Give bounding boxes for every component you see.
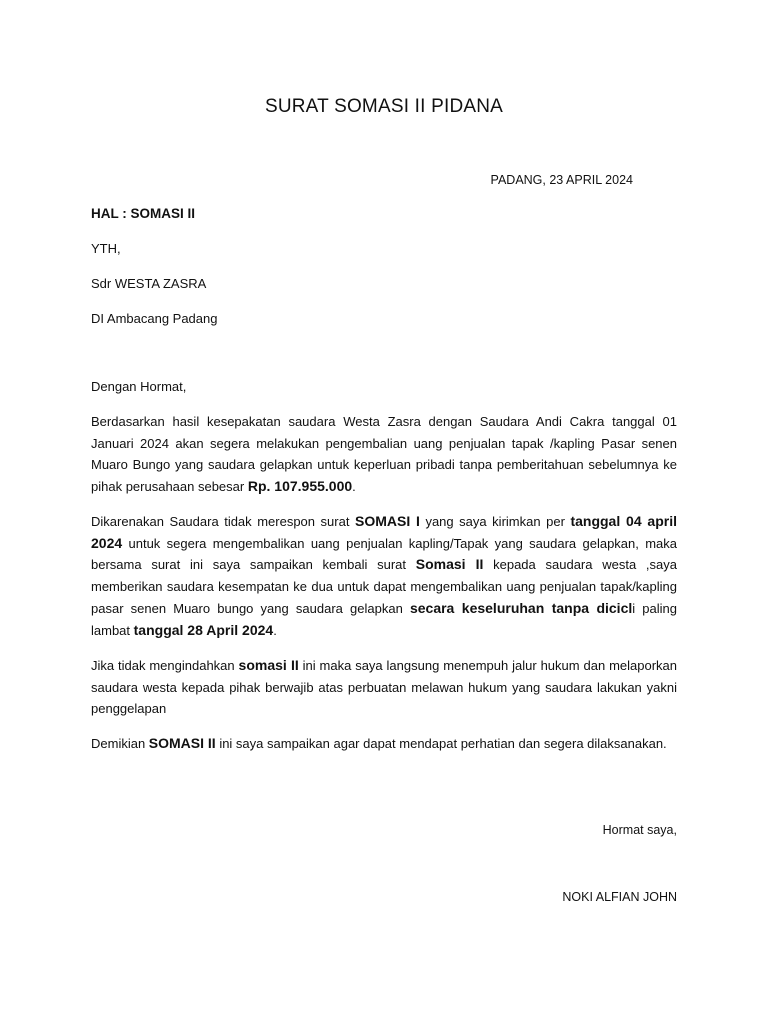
p1-text-1: Berdasarkan hasil kesepakatan saudara Westa Zasra dengan Saudara Andi Cakra tanggal 01 Januari 2024 akan segera melakukan pengembalian uang penjualan tapak /kapling Pasar senen Muaro Bungo yang saudara gelapkan untuk keperluan pribadi tanpa pemberitahuan sebelumnya ke pihak perusahaan sebesar bbox=[91, 414, 677, 495]
p2-text-4: kepada saudara westa ,saya memberikan saudara kesempatan ke dua untuk dapat mengembalikan uang penjualan tapak/kapling pasar senen Muaro bungo yang saudara gelapkan bbox=[91, 557, 678, 616]
paragraph-2 bbox=[91, 511, 677, 641]
recipient-address: DI Ambacang Padang bbox=[91, 311, 218, 326]
greeting: Dengan Hormat, bbox=[91, 379, 187, 394]
p2-text-1: Dikarenakan Saudara tidak merespon surat bbox=[91, 514, 355, 529]
p2-text-3: untuk segera mengembalikan uang penjualan kapling/Tapak yang saudara gelapkan, maka bersama surat ini saya sampaikan kembali surat bbox=[91, 535, 677, 573]
p2-text-6: . bbox=[273, 622, 277, 638]
p4-text-1: Demikian bbox=[91, 736, 149, 751]
letter-subject: HAL : SOMASI II bbox=[91, 206, 196, 221]
recipient-salutation: YTH, bbox=[91, 241, 121, 256]
p4-text-2: ini saya sampaikan agar dapat mendapat perhatian dan segera dilaksanakan. bbox=[215, 736, 667, 751]
p2-text-5: i paling lambat bbox=[91, 600, 678, 638]
p3-text-2: ini maka saya langsung menempuh jalur hukum dan melaporkan saudara westa kepada pihak berwajib atas perbuatan melawan hukum yang saudara lakukan yakni penggelapan bbox=[91, 658, 677, 717]
p4-bold-1: SOMASI II bbox=[148, 735, 216, 751]
p2-bold-5: tanggal 28 April 2024 bbox=[133, 621, 274, 638]
p2-bold-3: Somasi II bbox=[415, 556, 484, 573]
p1-text-2: . bbox=[352, 479, 356, 495]
closing: Hormat saya, bbox=[602, 823, 677, 837]
p2-bold-2: tanggal 04 april 2024 bbox=[91, 513, 677, 551]
letter-date: PADANG, 23 APRIL 2024 bbox=[490, 173, 633, 187]
p2-bold-4: secara keseluruhan tanpa dicicl bbox=[409, 599, 633, 616]
paragraph-1 bbox=[91, 411, 677, 498]
p1-amount: Rp. 107.955.000 bbox=[247, 478, 353, 495]
p3-text-1: Jika tidak mengindahkan bbox=[91, 658, 239, 673]
recipient-name: Sdr WESTA ZASRA bbox=[91, 276, 207, 291]
p2-text-2: yang saya kirimkan per bbox=[419, 514, 571, 529]
paragraph-3 bbox=[91, 655, 677, 720]
signer-name: NOKI ALFIAN JOHN bbox=[562, 890, 677, 904]
paragraph-4 bbox=[91, 733, 677, 755]
p2-bold-1: SOMASI I bbox=[354, 513, 420, 529]
letter-title: SURAT SOMASI II PIDANA bbox=[264, 96, 504, 117]
p3-bold-1: somasi II bbox=[238, 657, 299, 673]
